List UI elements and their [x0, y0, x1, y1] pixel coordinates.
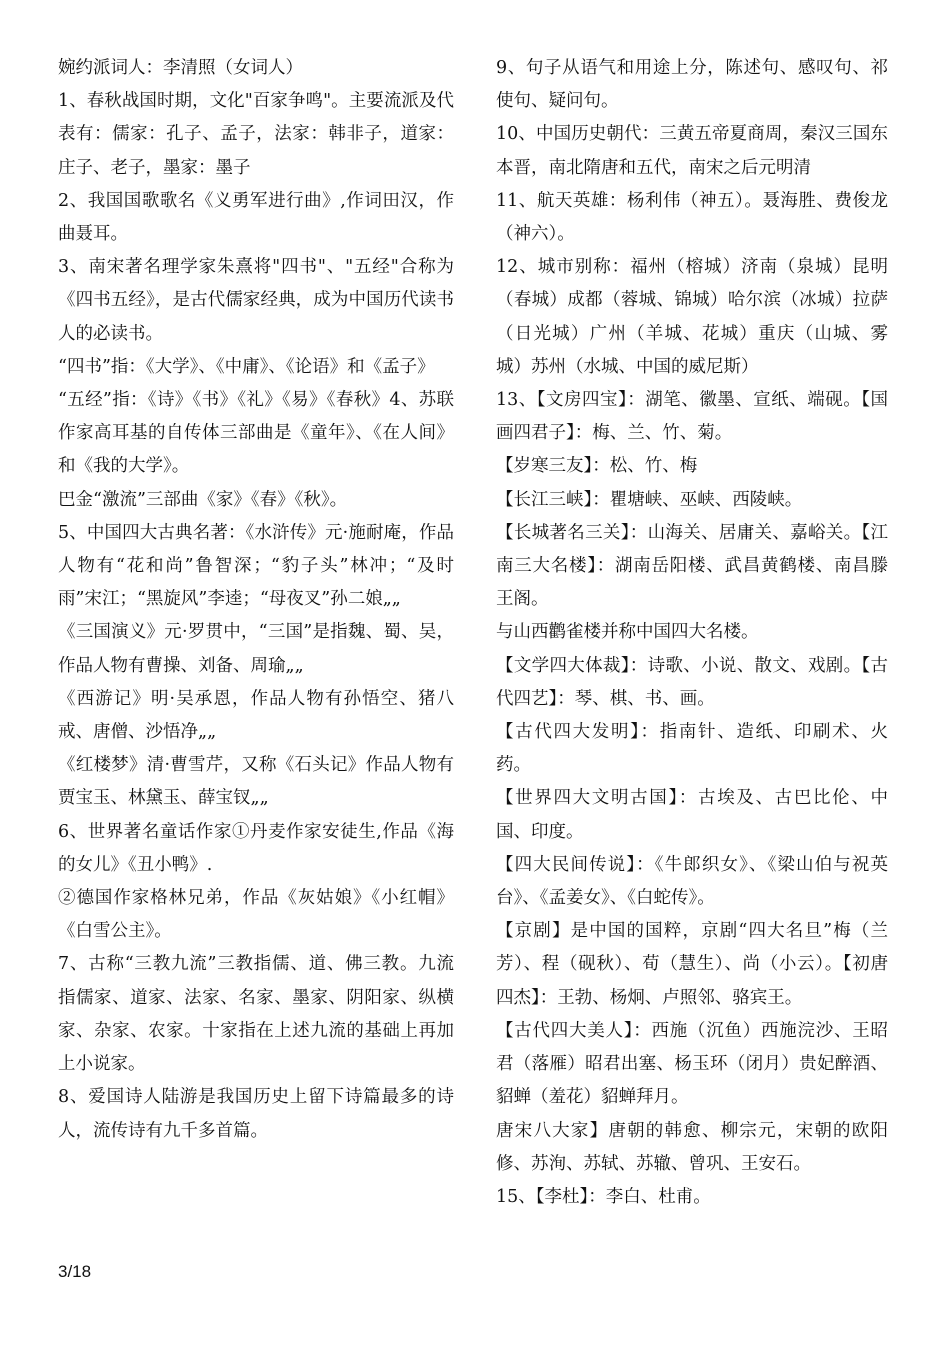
paragraph: 【古代四大美人】：西施（沉鱼）西施浣沙、王昭君（落雁）昭君出塞、杨玉环（闭月）贵妃醉酒、貂蝉（羞花）貂蝉拜月。	[496, 1020, 888, 1108]
paragraph: 11、航天英雄：杨利伟（神五）。聂海胜、费俊龙（神六）。	[496, 190, 888, 245]
paragraph: 8、爱国诗人陆游是我国历史上留下诗篇最多的诗人，流传诗有九千多首篇。	[58, 1087, 454, 1141]
paragraph: 《三国演义》元·罗贯中，“三国”是指魏、蜀、吴，作品人物有曹操、刘备、周瑜„„	[58, 622, 454, 676]
paragraph: 【长江三峡】：瞿塘峡、巫峡、西陵峡。	[496, 489, 803, 510]
paragraph: 【岁寒三友】：松、竹、梅	[496, 456, 698, 477]
right-column	[496, 52, 888, 1214]
paragraph: 【长城著名三关】：山海关、居庸关、嘉峪关。【江南三大名楼】：湖南岳阳楼、武昌黄鹤楼、南昌滕王阁。	[496, 522, 888, 610]
paragraph: 13、【文房四宝】：湖笔、徽墨、宣纸、端砚。【国画四君子】：梅、兰、竹、菊。	[496, 390, 888, 444]
paragraph: 【文学四大体裁】：诗歌、小说、散文、戏剧。【古代四艺】：琴、棋、书、画。	[496, 655, 888, 709]
paragraph: 巴金“激流”三部曲《家》《春》《秋》。	[58, 489, 348, 510]
paragraph: 【四大民间传说】：《牛郎织女》、《梁山伯与祝英台》、《孟姜女》、《白蛇传》。	[496, 854, 888, 909]
paragraph: 1、春秋战国时期，文化"百家争鸣"。主要流派及代表有：儒家：孔子、孟子，法家：韩非子，道家：庄子、老子，墨家：墨子	[58, 91, 454, 178]
paragraph: 与山西鹳雀楼并称中国四大名楼。	[496, 622, 759, 643]
page-number: 3/18	[58, 1262, 92, 1281]
paragraph: 《红楼梦》清·曹雪芹，又称《石头记》作品人物有贾宝玉、林黛玉、薛宝钗„„	[58, 755, 454, 809]
paragraph: 10、中国历史朝代：三黄五帝夏商周，秦汉三国东本晋，南北隋唐和五代，南宋之后元明清	[496, 124, 888, 178]
paragraph: 《西游记》明·吴承恩，作品人物有孙悟空、猪八戒、唐僧、沙悟净„„	[58, 688, 454, 743]
paragraph: 5、中国四大古典名著：《水浒传》元·施耐庵，作品人物有“花和尚”鲁智深；“豹子头”林冲；“及时雨”宋江；“黑旋风”李逵；“母夜叉”孙二娘„„	[58, 522, 454, 610]
paragraph: 【古代四大发明】：指南针、造纸、印刷术、火药。	[496, 722, 888, 776]
left-column	[58, 52, 454, 1148]
paragraph: 6、世界著名童话作家①丹麦作家安徒生,作品《海的女儿》《丑小鸭》.	[58, 821, 454, 875]
paragraph: 9、句子从语气和用途上分，陈述句、感叹句、祁使句、疑问句。	[496, 58, 888, 112]
paragraph: 【京剧】是中国的国粹，京剧“四大名旦”梅（兰芳）、程（砚秋）、荀（慧生）、尚（小云）。【初唐四杰】：王勃、杨炯、卢照邻、骆宾王。	[496, 921, 888, 1008]
paragraph: ②德国作家格林兄弟，作品《灰姑娘》《小红帽》《白雪公主》。	[58, 888, 454, 942]
paragraph: “五经”指：《诗》《书》《礼》《易》《春秋》4、苏联作家高耳基的自传体三部曲是《童年》、《在人间》和《我的大学》。	[58, 390, 454, 477]
paragraph: 15、【李杜】：李白、杜甫。	[496, 1186, 711, 1207]
paragraph: 3、南宋著名理学家朱熹将"四书"、"五经"合称为《四书五经》，是古代儒家经典，成为中国历代读书人的必读书。	[58, 257, 454, 344]
paragraph: 12、城市别称：福州（榕城）济南（泉城）昆明（春城）成都（蓉城、锦城）哈尔滨（冰城）拉萨（日光城）广州（羊城、花城）重庆（山城、雾城）苏州（水城、中国的威尼斯）	[496, 257, 888, 377]
paragraph: 2、我国国歌歌名《义勇军进行曲》,作词田汉，作曲聂耳。	[58, 190, 454, 245]
paragraph: 唐宋八大家】唐朝的韩愈、柳宗元，宋朝的欧阳修、苏洵、苏轼、苏辙、曾巩、王安石。	[496, 1120, 888, 1174]
paragraph: 7、古称“三教九流”三教指儒、道、佛三教。九流指儒家、道家、法家、名家、墨家、阴阳家、纵横家、杂家、农家。十家指在上述九流的基础上再加上小说家。	[58, 954, 454, 1075]
paragraph: 【世界四大文明古国】：古埃及、古巴比伦、中国、印度。	[496, 788, 888, 842]
paragraph: 婉约派词人：李清照（女词人）	[58, 58, 303, 78]
paragraph: “四书”指：《大学》、《中庸》、《论语》和《孟子》	[58, 356, 435, 377]
